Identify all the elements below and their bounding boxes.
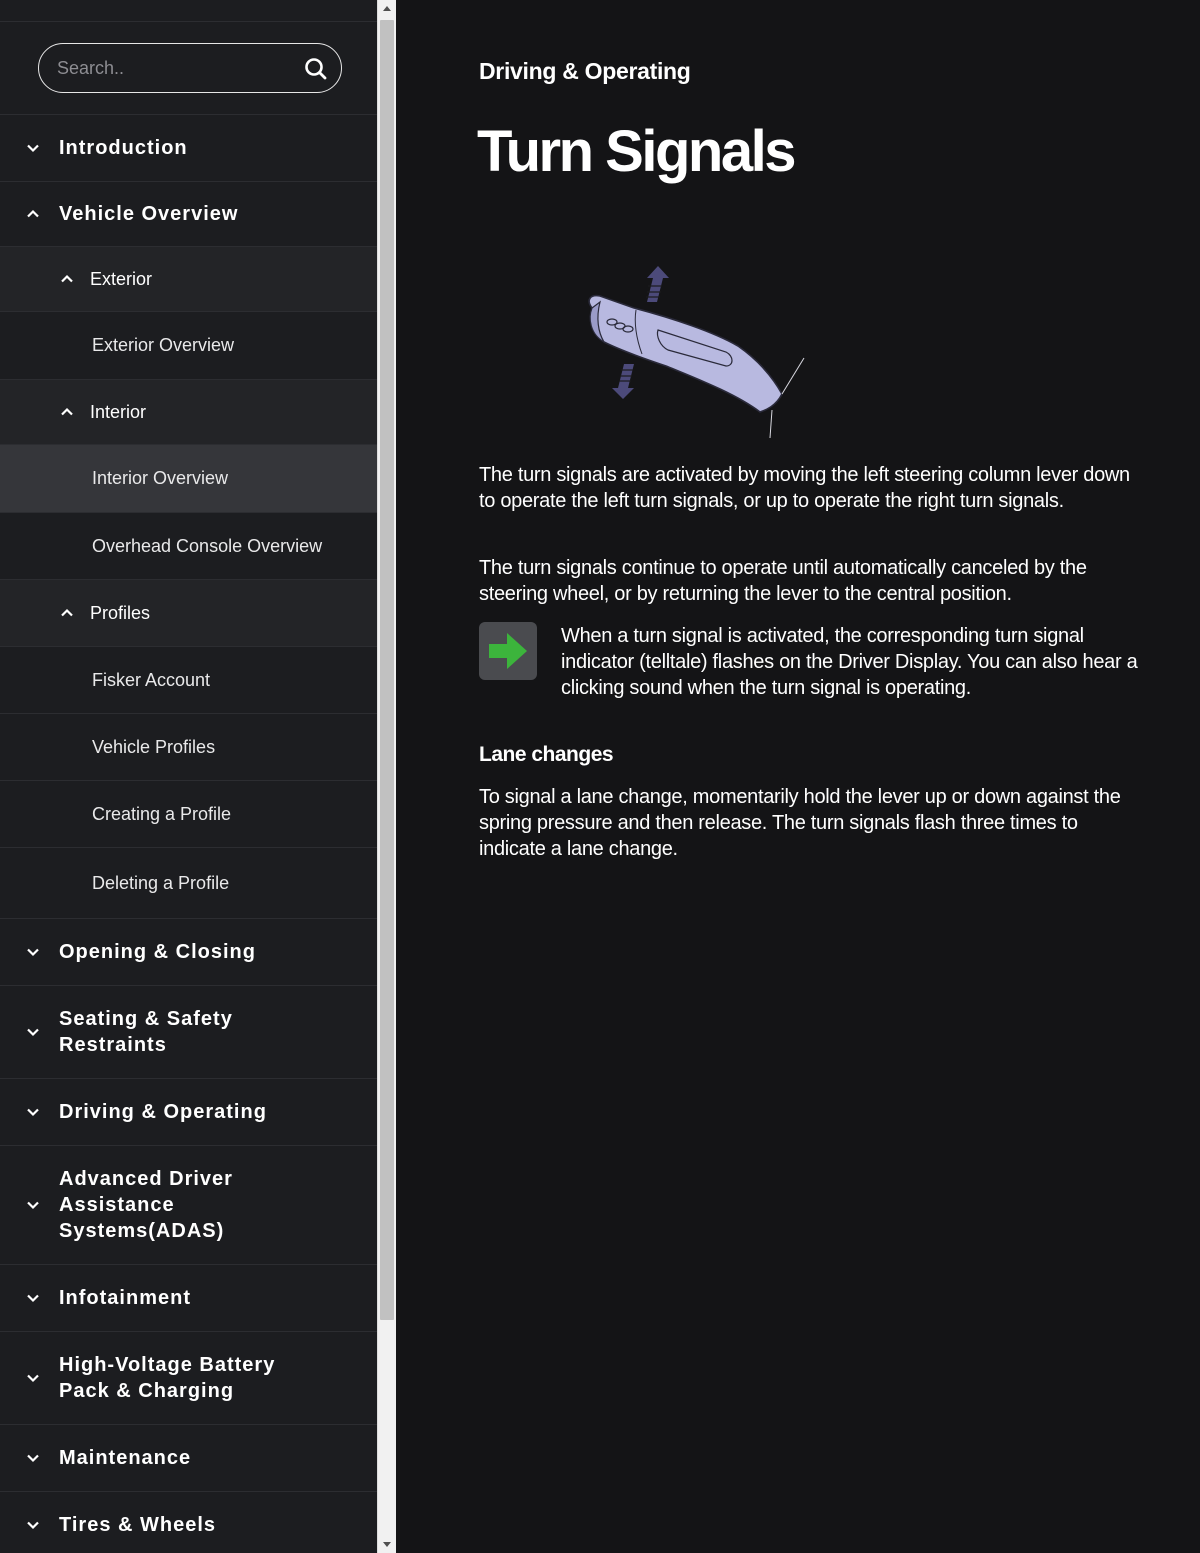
- nav-item-vehicle-overview[interactable]: [0, 182, 377, 247]
- nav-item-opening-closing[interactable]: [0, 919, 377, 986]
- nav-label-line: High-Voltage Battery: [59, 1354, 276, 1376]
- scroll-down-arrow-icon[interactable]: [383, 1542, 391, 1547]
- nav-label: Driving & Operating: [59, 1101, 267, 1123]
- chevron-down-icon: [25, 1517, 41, 1533]
- chevron-down-icon: [25, 1197, 41, 1213]
- search-box[interactable]: [38, 43, 342, 93]
- chevron-down-icon: [25, 944, 41, 960]
- nav-label: Creating a Profile: [92, 803, 232, 824]
- note-telltale: When a turn signal is activated, the corresponding turn signal indicator (telltale) flashes on the Driver Display. You can also hear a clicking sound when the turn signal is operating.: [561, 625, 1138, 699]
- chevron-up-icon: [59, 271, 75, 287]
- arrow-up-icon: [646, 266, 669, 302]
- nav-item-interior[interactable]: [0, 380, 377, 445]
- nav-label: Exterior Overview: [92, 335, 235, 355]
- nav-item-tires-wheels[interactable]: [0, 1492, 377, 1553]
- nav-label-line: Advanced Driver: [59, 1168, 233, 1190]
- paragraph-activation: The turn signals are activated by moving the left steering column lever down to operate the left turn signals, or up to operate the right turn signals.: [479, 464, 1130, 512]
- chevron-up-icon: [25, 206, 41, 222]
- nav-label: [59, 1352, 275, 1404]
- search-input[interactable]: [57, 56, 287, 80]
- sidebar: [0, 0, 377, 1553]
- subheading-lane-changes: Lane changes: [479, 743, 614, 766]
- nav-label: Deleting a Profile: [92, 872, 230, 893]
- nav-label-line: Systems(ADAS): [59, 1220, 225, 1242]
- nav-item-overhead-console-overview[interactable]: [0, 513, 377, 580]
- scrollbar-thumb[interactable]: [380, 20, 394, 1320]
- turn-signal-telltale-icon: [479, 622, 537, 680]
- chevron-down-icon: [25, 1024, 41, 1040]
- nav-item-creating-profile[interactable]: [0, 781, 377, 848]
- nav-item-maintenance[interactable]: [0, 1425, 377, 1492]
- nav-label-line: Restraints: [59, 1034, 167, 1056]
- nav-item-deleting-profile[interactable]: [0, 848, 377, 919]
- nav-item-fisker-account[interactable]: [0, 647, 377, 714]
- nav-item-adas[interactable]: [0, 1146, 377, 1265]
- sidebar-top-divider: [0, 0, 377, 22]
- chevron-down-icon: [25, 1104, 41, 1120]
- paragraph-cancel: The turn signals continue to operate until automatically canceled by the steering wheel, or by returning the lever to the central position.: [479, 557, 1087, 605]
- page-title: Turn Signals: [477, 119, 794, 184]
- nav-label: Tires & Wheels: [59, 1514, 217, 1536]
- nav-item-introduction[interactable]: [0, 115, 377, 182]
- nav-item-vehicle-profiles[interactable]: [0, 714, 377, 781]
- scroll-up-arrow-icon[interactable]: [383, 6, 391, 11]
- chevron-down-icon: [25, 1290, 41, 1306]
- nav-label: Profiles: [90, 602, 151, 623]
- nav-item-infotainment[interactable]: [0, 1265, 377, 1332]
- nav-item-profiles[interactable]: [0, 580, 377, 647]
- search-area: [0, 22, 377, 115]
- sidebar-scrollbar[interactable]: [377, 0, 396, 1553]
- nav-label-line: Pack & Charging: [59, 1380, 235, 1402]
- nav-item-seating-safety[interactable]: [0, 986, 377, 1079]
- main-content: [396, 0, 1200, 1553]
- chevron-down-icon: [25, 140, 41, 156]
- nav-item-driving-operating[interactable]: [0, 1079, 377, 1146]
- paragraph-lane-change: To signal a lane change, momentarily hold the lever up or down against the spring pressure and then release. The turn signals flash three times to indicate a lane change.: [479, 786, 1121, 860]
- nav-label: Interior Overview: [92, 468, 229, 488]
- nav-item-interior-overview[interactable]: [0, 445, 377, 513]
- nav-label: Opening & Closing: [59, 941, 256, 963]
- nav-label: Maintenance: [59, 1447, 192, 1469]
- nav-label: Infotainment: [59, 1287, 191, 1309]
- turn-signal-lever-illustration: [576, 262, 816, 442]
- nav-item-exterior[interactable]: [0, 247, 377, 312]
- nav-label: Vehicle Overview: [59, 203, 239, 225]
- search-icon[interactable]: [303, 56, 329, 82]
- nav-label: Overhead Console Overview: [92, 535, 323, 556]
- nav-label: Introduction: [59, 137, 188, 159]
- nav-label-line: Seating & Safety: [59, 1008, 233, 1030]
- chevron-up-icon: [59, 605, 75, 621]
- green-arrow-right-icon: [487, 631, 529, 671]
- nav-label: Interior: [90, 401, 147, 422]
- nav-label: Vehicle Profiles: [92, 736, 216, 757]
- chevron-up-icon: [59, 404, 75, 420]
- breadcrumb[interactable]: Driving & Operating: [479, 58, 691, 84]
- nav-label: [59, 1006, 233, 1058]
- nav-item-hv-battery[interactable]: [0, 1332, 377, 1425]
- chevron-down-icon: [25, 1370, 41, 1386]
- nav-item-exterior-overview[interactable]: [0, 312, 377, 380]
- chevron-down-icon: [25, 1450, 41, 1466]
- arrow-down-icon: [612, 364, 634, 399]
- nav-label: Exterior: [90, 268, 153, 289]
- nav-label: [59, 1166, 233, 1244]
- nav-label-line: Assistance: [59, 1194, 175, 1216]
- nav-label: Fisker Account: [92, 669, 211, 690]
